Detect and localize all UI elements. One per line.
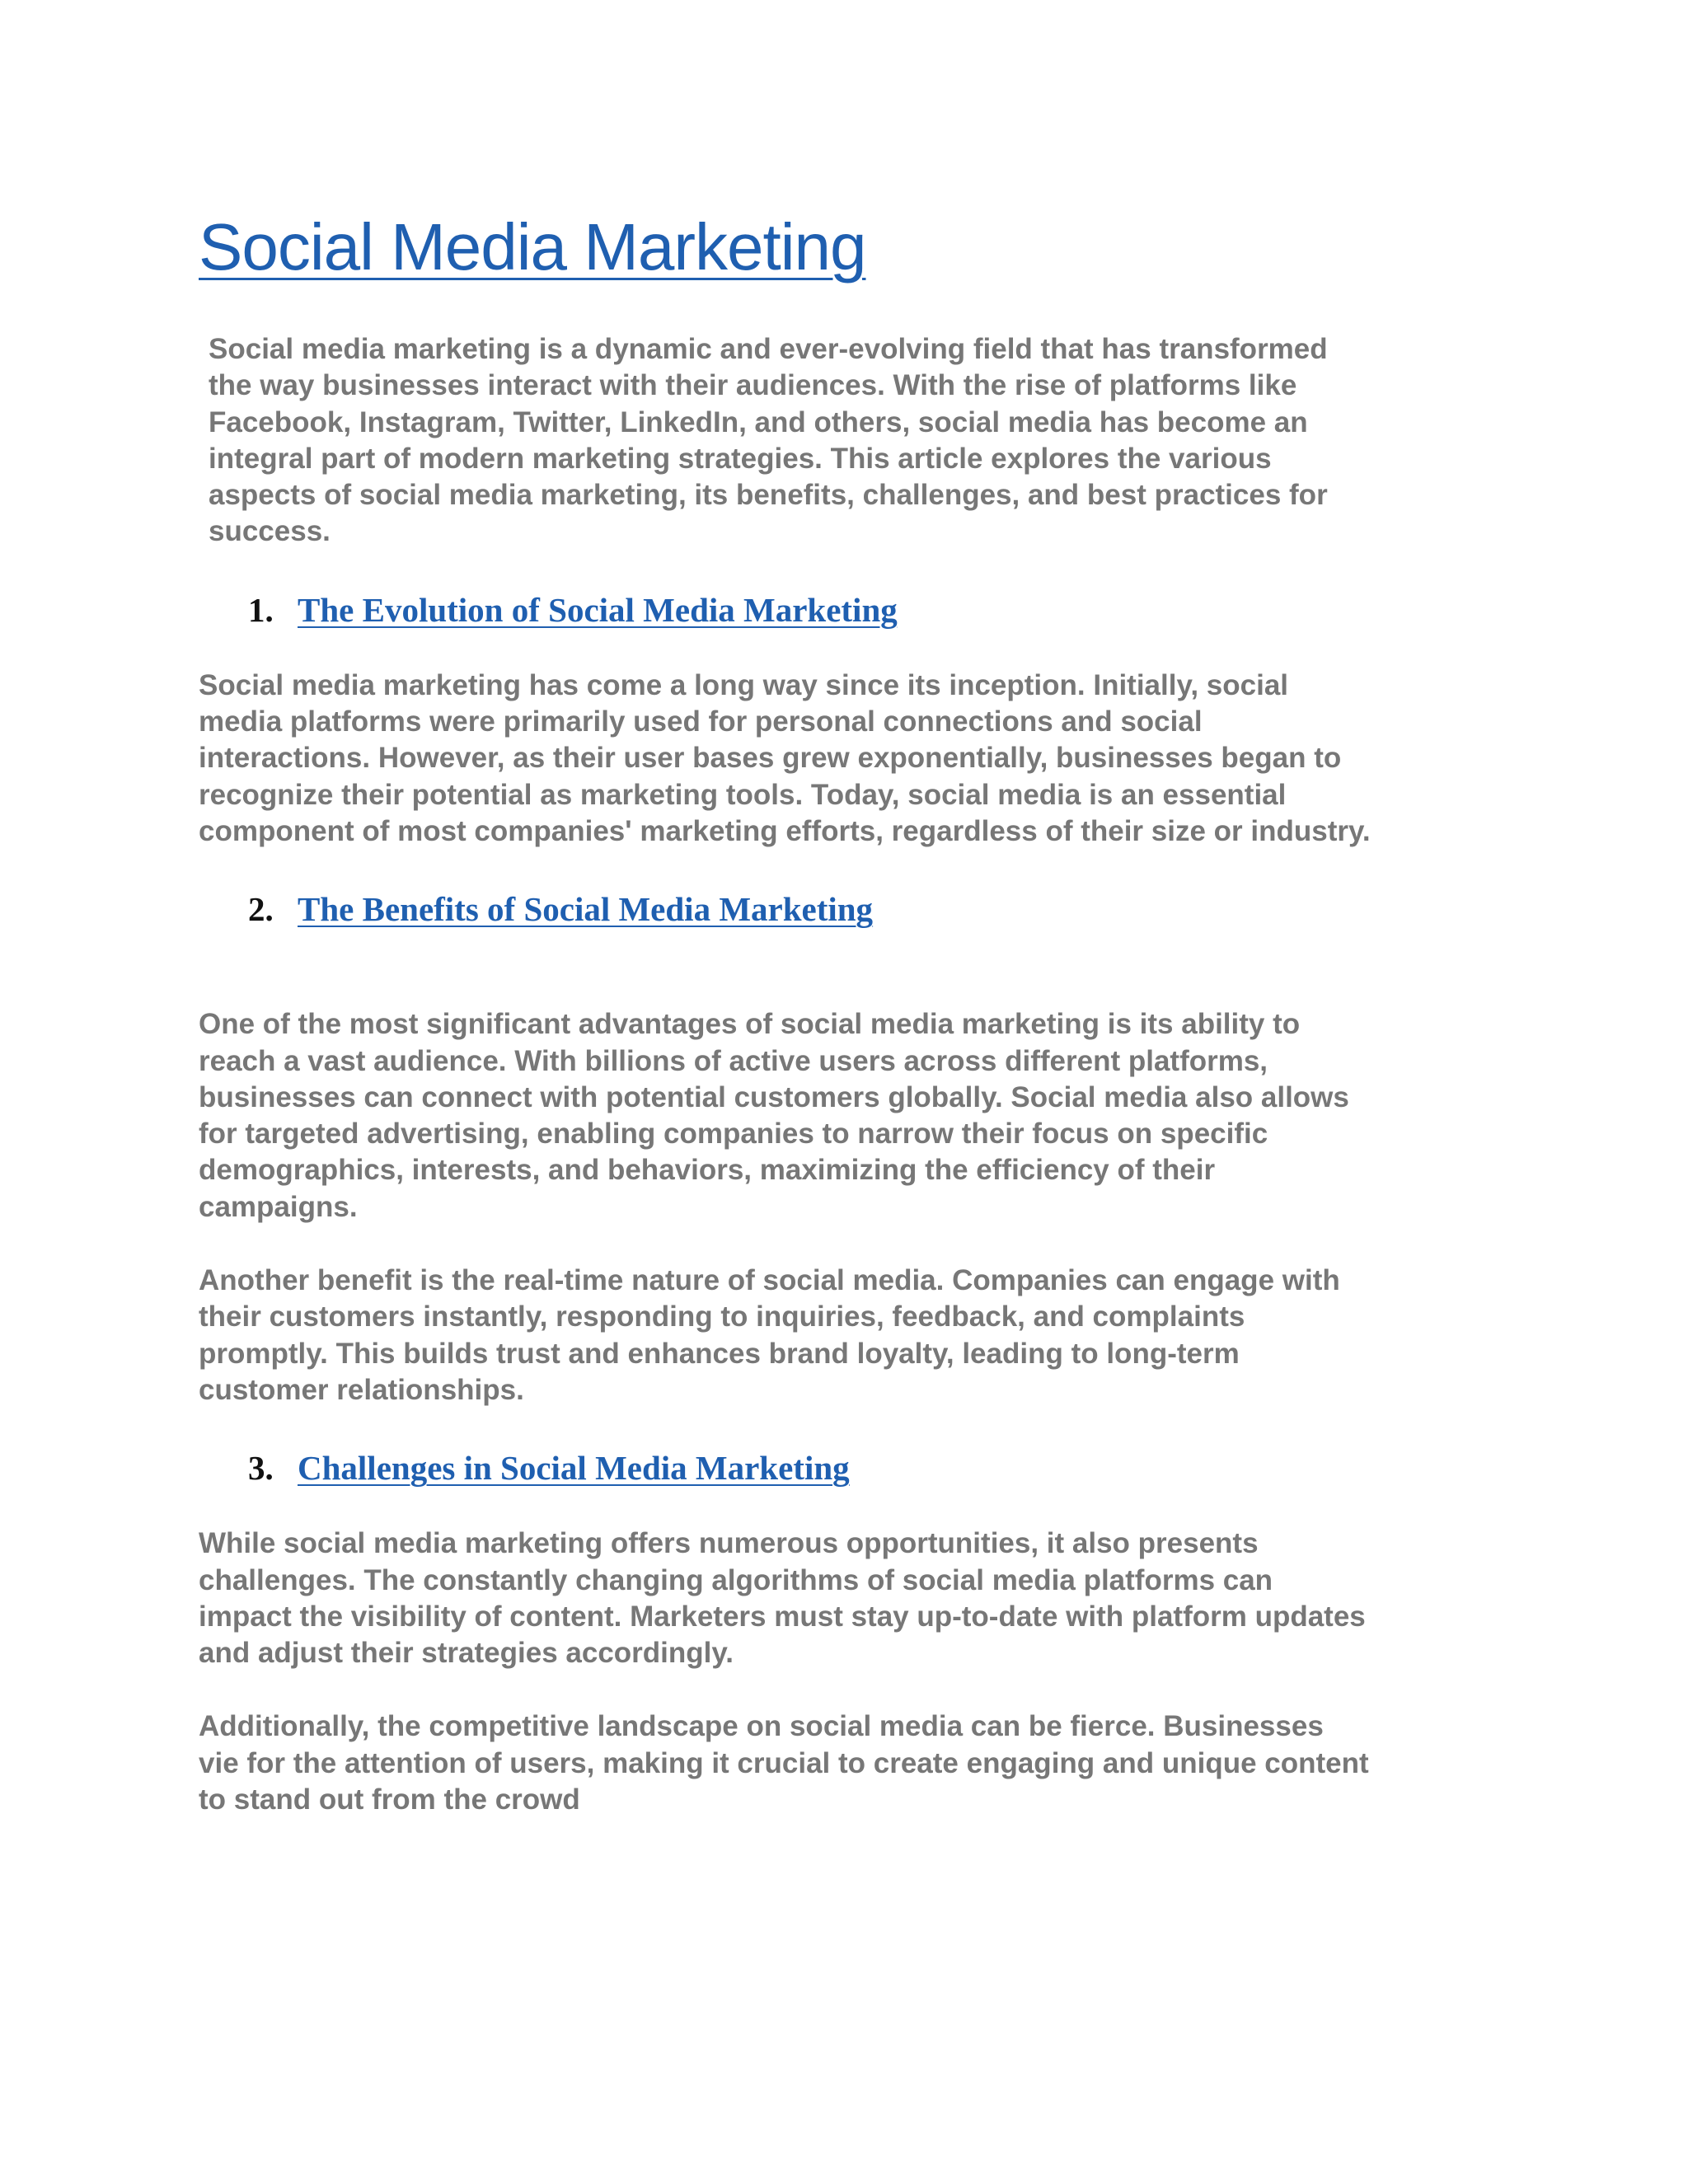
section-title-link[interactable]: Challenges in Social Media Marketing [298, 1449, 850, 1488]
section-title-link[interactable]: The Evolution of Social Media Marketing [298, 590, 898, 629]
section-paragraph: While social media marketing offers numerous opportunities, it also presents challenges. The constantly changing algorithms of social media platforms can impact the visibility of content. Marketers must stay up-to-date with platform updates and adjust their strategies accordingly. [199, 1527, 1366, 1670]
section-number: 1. [248, 590, 274, 629]
intro-paragraph: Social media marketing is a dynamic and ever-evolving field that has transformed the way businesses interact with their audiences. With the rise of platforms like Facebook, Instagram, Twitter, LinkedIn, and others, social media has become an integral part of modern marketing strategies. This article explores the various aspects of social media marketing, its benefits, challenges, and best practices for success. [209, 333, 1328, 548]
document-title: Social Media Marketing [199, 210, 866, 284]
section-paragraph: Social media marketing has come a long way since its inception. Initially, social media platforms were primarily used for personal connections and social interactions. However, as their user bases grew exponentially, businesses began to recognize their potential as marketing tools. Today, social media is an essential component of most companies' marketing efforts, regardless of their size or industry. [199, 668, 1371, 847]
section-number: 2. [248, 890, 274, 929]
section-heading-benefits [199, 888, 1517, 930]
section-paragraph: Another benefit is the real-time nature of social media. Companies can engage with their customers instantly, responding to inquiries, feedback, and complaints promptly. This builds trust and enhances brand loyalty, leading to long-term customer relationships. [199, 1264, 1340, 1406]
section-paragraph: One of the most significant advantages of social media marketing is its ability to reach a vast audience. With billions of active users across different platforms, businesses can connect with potential customers globally. Social media also allows for targeted advertising, enabling companies to narrow their focus on specific demographics, interests, and behaviors, maximizing the efficiency of their campaigns. [199, 1008, 1349, 1223]
section-number: 3. [248, 1449, 274, 1488]
document-body [199, 208, 1517, 1818]
section-title-link[interactable]: The Benefits of Social Media Marketing [298, 890, 874, 929]
section-heading-challenges [199, 1446, 1517, 1489]
section-heading-evolution [199, 588, 1517, 631]
section-paragraph: Additionally, the competitive landscape on social media can be fierce. Businesses vie for the attention of users, making it crucial to create engaging and unique content to stand out from the crowd [199, 1710, 1369, 1816]
